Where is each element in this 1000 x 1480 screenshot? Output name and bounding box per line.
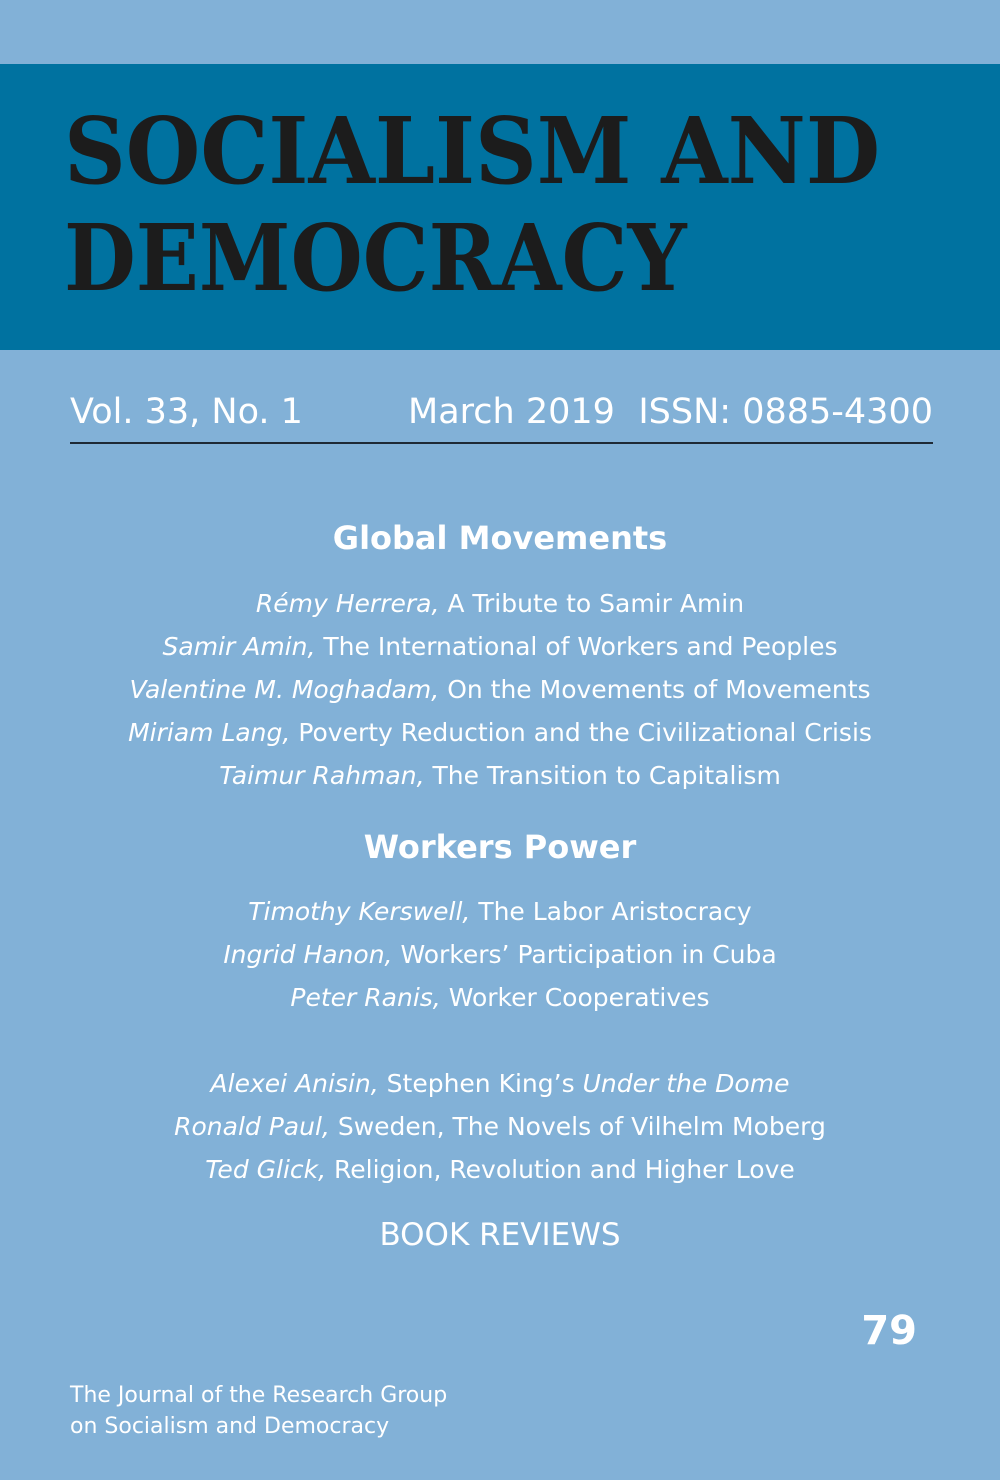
toc-entry [0, 754, 1000, 797]
toc-entry [0, 711, 1000, 754]
article-title: Worker Cooperatives [448, 983, 710, 1012]
book-reviews-label: BOOK REVIEWS [379, 1217, 621, 1253]
journal-title-line2: DEMOCRACY [64, 204, 687, 312]
article-title: Workers’ Participation in Cuba [400, 940, 777, 969]
article-author: Alexei Anisin, [210, 1069, 379, 1098]
toc-entry [0, 582, 1000, 625]
article-title: The International of Workers and Peoples [323, 632, 838, 661]
issue-number: 79 [861, 1308, 917, 1354]
article-author: Ted Glick, [205, 1155, 327, 1184]
journal-description [70, 1380, 447, 1442]
toc-entry [0, 668, 1000, 711]
article-author: Rémy Herrera, [255, 589, 440, 618]
toc-entry [0, 933, 1000, 976]
section-heading-workers-power: Workers Power [363, 828, 637, 866]
article-title: The Labor Aristocracy [478, 897, 752, 926]
toc-global-movements [0, 582, 1000, 797]
article-author: Timothy Kerswell, [248, 897, 471, 926]
journal-title-line1: SOCIALISM AND [64, 97, 881, 205]
article-title: Poverty Reduction and the Civilizational Crisis [298, 718, 872, 747]
divider-rule [70, 442, 933, 444]
journal-description-line1: The Journal of the Research Group [70, 1383, 448, 1408]
article-author: Ingrid Hanon, [223, 940, 393, 969]
article-author: Taimur Rahman, [219, 761, 425, 790]
toc-entry [0, 1062, 1000, 1105]
article-title: Religion, Revolution and Higher Love [334, 1155, 795, 1184]
article-author: Peter Ranis, [290, 983, 441, 1012]
issue-issn: ISSN: 0885-4300 [638, 392, 933, 432]
article-author: Samir Amin, [162, 632, 316, 661]
article-title: Sweden, The Novels of Vilhelm Moberg [337, 1112, 826, 1141]
issue-date: March 2019 [408, 392, 615, 432]
article-work-title: Under the Dome [582, 1069, 790, 1098]
toc-entry [0, 1105, 1000, 1148]
article-title: On the Movements of Movements [447, 675, 871, 704]
issue-volume: Vol. 33, No. 1 [70, 392, 303, 432]
article-title: The Transition to Capitalism [432, 761, 781, 790]
toc-workers-power [0, 890, 1000, 1019]
section-heading-global-movements: Global Movements [332, 519, 668, 557]
article-author: Ronald Paul, [174, 1112, 330, 1141]
toc-entry [0, 625, 1000, 668]
toc-entry [0, 976, 1000, 1019]
toc-entry [0, 1148, 1000, 1191]
journal-description-line2: on Socialism and Democracy [70, 1414, 390, 1439]
article-title: A Tribute to Samir Amin [447, 589, 745, 618]
article-author: Valentine M. Moghadam, [129, 675, 440, 704]
toc-entry [0, 890, 1000, 933]
toc-other-articles [0, 1062, 1000, 1191]
article-title: Stephen King’s [386, 1069, 575, 1098]
article-author: Miriam Lang, [128, 718, 291, 747]
